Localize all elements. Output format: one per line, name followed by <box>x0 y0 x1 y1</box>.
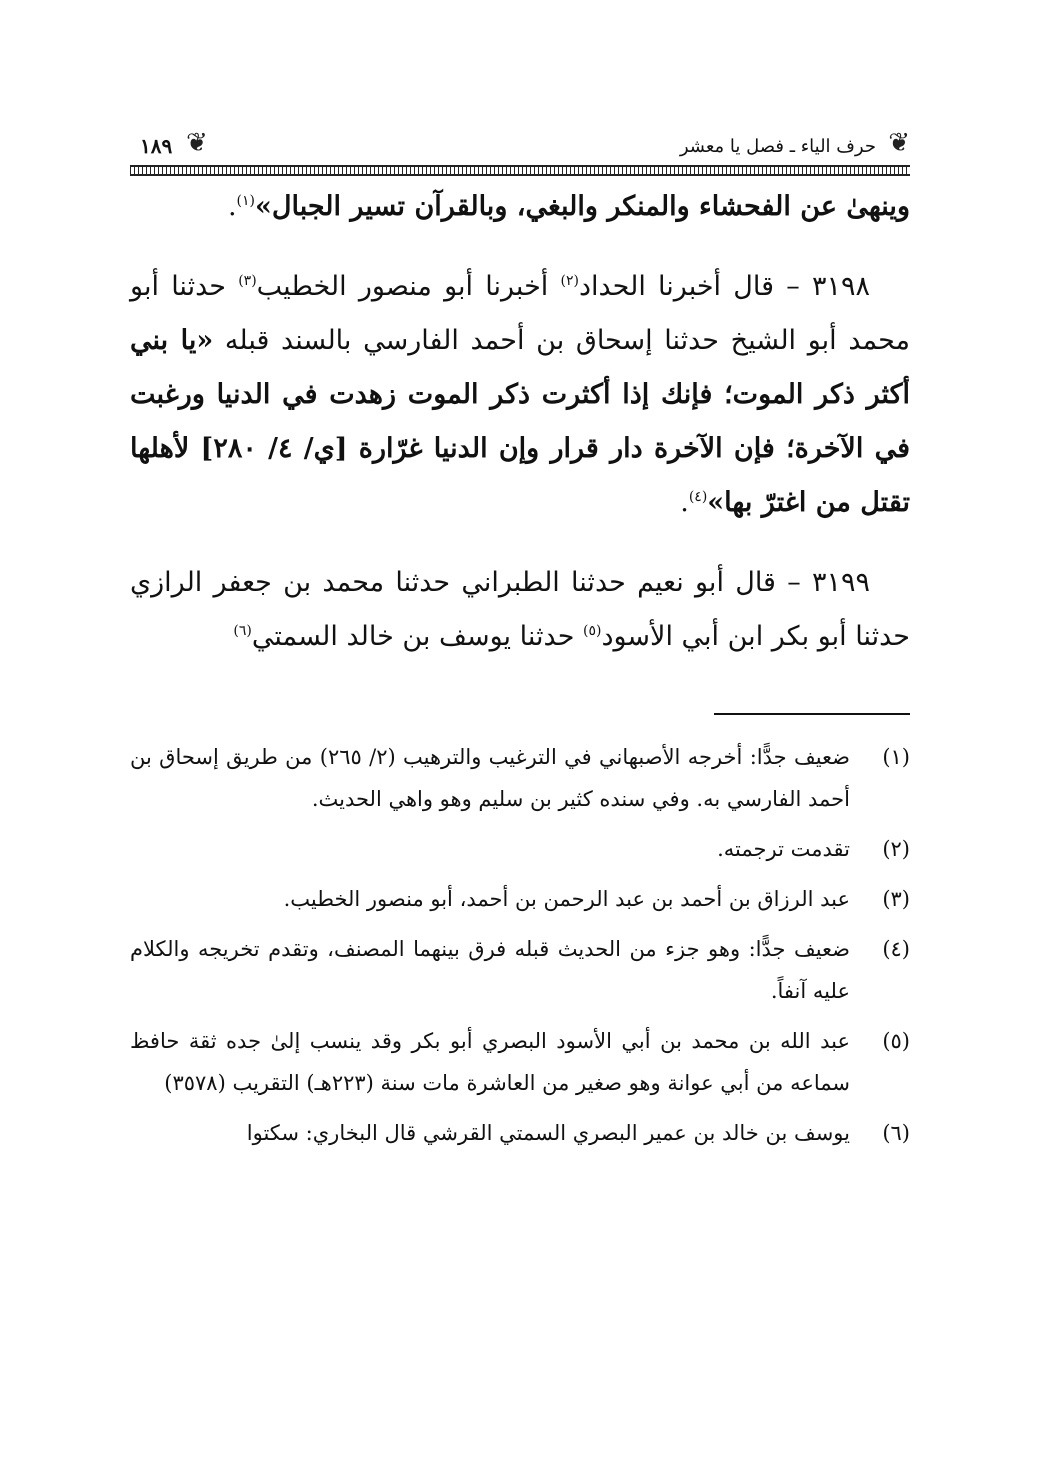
footnote-ref[interactable]: (٦) <box>233 623 252 639</box>
footnote-text: يوسف بن خالد بن عمير البصري السمتي القرشي قال البخاري: سكتوا <box>246 1121 850 1145</box>
footnote-2 <box>130 828 910 870</box>
footnote-ref[interactable]: (٢) <box>560 273 579 289</box>
footnote-number: (٢) <box>882 837 910 861</box>
footnote-number: (٣) <box>882 887 910 911</box>
page-number: ١٨٩ <box>140 134 173 158</box>
hadith-text: «يا بني أكثر ذكر الموت؛ فإنك إذا أكثرت ذكر الموت زهدت في الدنيا ورغبت في الآخرة؛ فإن الآخرة دار قرار وإن الدنيا غرّارة [ي/ ٤/ ٢٨٠] لأهلها تقتل من اغترّ بها» <box>130 325 911 518</box>
punctuation: . <box>680 487 689 518</box>
footnote-1 <box>130 736 910 820</box>
footnotes <box>130 736 910 1162</box>
isnad-text: ٣١٩٨ – قال أخبرنا الحداد <box>578 271 870 302</box>
footnote-text: عبد الله بن محمد بن أبي الأسود البصري أبو بكر وقد ينسب إلىٰ جده ثقة حافظ سماعه من أبي عوانة وهو صغير من العاشرة مات سنة (٢٢٣هـ) التقريب (٣٥٧٨) <box>130 1029 850 1095</box>
footnote-text: عبد الرزاق بن أحمد بن عبد الرحمن بن أحمد، أبو منصور الخطيب. <box>283 887 850 911</box>
footnote-4 <box>130 928 910 1012</box>
ornament-icon: ❦ <box>888 128 910 158</box>
footnote-separator <box>714 713 910 715</box>
isnad-text: أخبرنا أبو منصور الخطيب <box>256 271 561 302</box>
footnote-6 <box>130 1112 910 1154</box>
isnad-text: حدثنا يوسف بن خالد السمتي <box>251 621 583 652</box>
main-text <box>130 180 910 690</box>
footnote-ref[interactable]: (١) <box>236 193 255 209</box>
footnote-ref[interactable]: (٥) <box>582 623 602 639</box>
footnote-ref[interactable]: (٤) <box>688 489 708 505</box>
isnad-text: حدثنا أبو محمد أبو الشيخ حدثنا إسحاق بن أحمد الفارسي بالسند قبله <box>130 271 910 356</box>
isnad-text: ٣١٩٩ – قال أبو نعيم حدثنا الطبراني حدثنا محمد بن جعفر الرازي حدثنا أبو بكر ابن أبي الأسود <box>130 567 910 652</box>
paragraph-3199 <box>130 556 910 664</box>
footnote-number: (٥) <box>882 1029 910 1053</box>
footnote-5 <box>130 1020 910 1104</box>
footnote-number: (٤) <box>882 937 910 961</box>
punctuation: . <box>227 191 237 222</box>
paragraph-3198 <box>130 260 910 530</box>
footnote-text: ضعيف جدًّا: أخرجه الأصبهاني في الترغيب والترهيب (٢/ ٢٦٥) من طريق إسحاق بن أحمد الفارسي به. وفي سنده كثير بن سليم وهو واهي الحديث. <box>130 745 850 811</box>
paragraph-continuation <box>130 180 910 234</box>
ornament-icon: ❦ <box>186 128 208 158</box>
footnote-number: (٦) <box>882 1121 910 1145</box>
footnote-3 <box>130 878 910 920</box>
footnote-text: ضعيف جدًّا: وهو جزء من الحديث قبله فرق بينهما المصنف، وتقدم تخريجه والكلام عليه آنفاً. <box>130 937 850 1003</box>
page-header <box>130 128 910 168</box>
header-rule <box>130 165 910 176</box>
footnote-text: تقدمت ترجمته. <box>717 837 850 861</box>
footnote-ref[interactable]: (٣) <box>238 273 257 289</box>
running-title: حرف الياء ـ فصل يا معشر <box>679 136 876 157</box>
hadith-text: وينهىٰ عن الفحشاء والمنكر والبغي، وبالقرآن تسير الجبال» <box>255 191 910 222</box>
footnote-number: (١) <box>882 745 910 769</box>
